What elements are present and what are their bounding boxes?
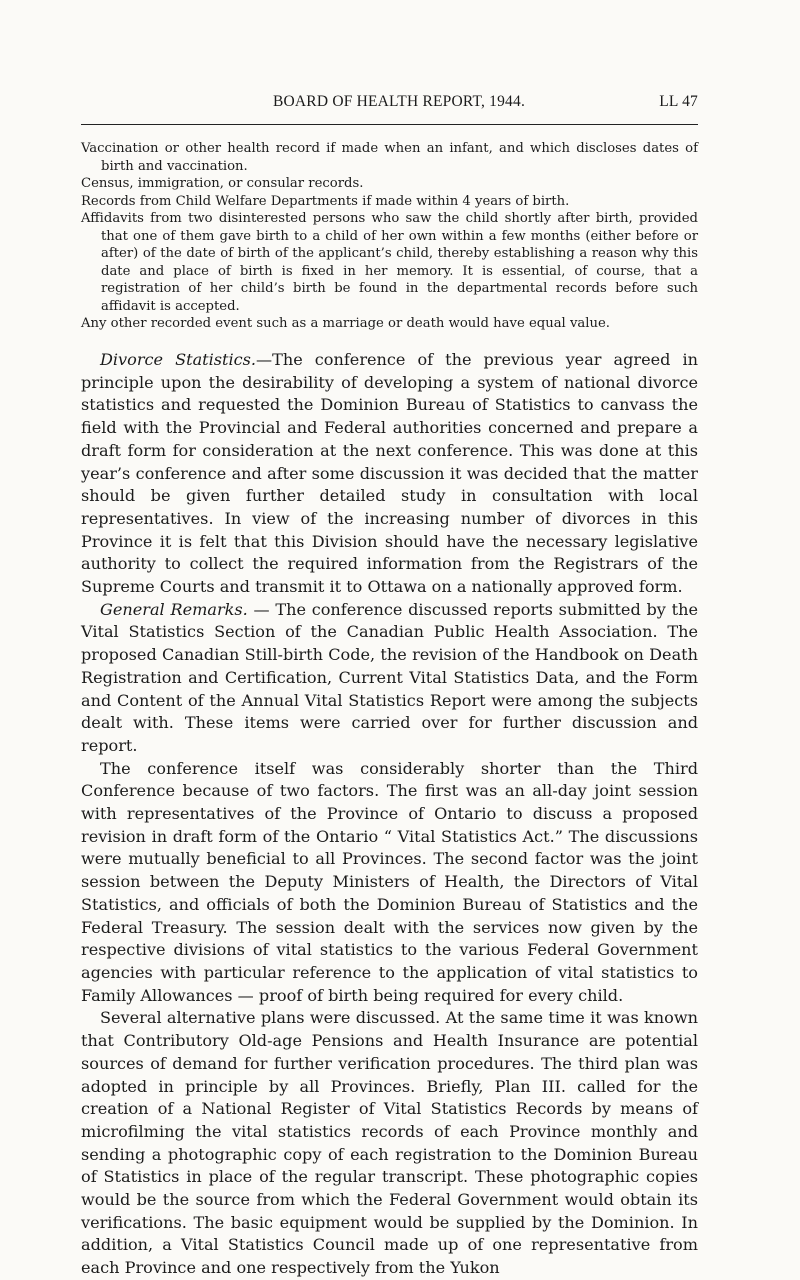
paragraph-text: Several alternative plans were discussed. At the same time it was known that Contributory Old-age Pensions and Health Insurance are potential sources of demand for further verification procedures. The third plan was adopted in principle by all Provinces. Briefly, Plan III. called for the creation of a National Register of Vital Statistics Records by means of microfilming the vital statistics records of each Province monthly and sending a photographic copy of each registration to the Dominion Bureau of Statistics in place of the regular transcript. These photographic copies would be the source from which the Federal Government would obtain its verifications. The basic equipment would be supplied by the Dominion. In addition, a Vital Statistics Council made up of one representative from each Province and one respectively from the Yukon bbox=[81, 1008, 698, 1278]
header-rule bbox=[81, 124, 698, 125]
list-item: Census, immigration, or consular records. bbox=[81, 176, 364, 191]
list-item: Vaccination or other health record if made when an infant, and which discloses dates of birth and vaccination. bbox=[81, 141, 698, 174]
report-title: BOARD OF HEALTH REPORT, 1944. bbox=[272, 93, 526, 110]
paragraph-conference-length bbox=[81, 758, 698, 1008]
paragraph-divorce-statistics bbox=[81, 349, 698, 599]
paragraph-text: The conference itself was considerably shorter than the Third Conference because of two factors. The first was an all-day joint session with representatives of the Province of Ontario to discuss a proposed revision in draft form of the Ontario “ Vital Statistics Act.” The discussions were mutually beneficial to all Provinces. The second factor was the joint session between the Deputy Ministers of Health, the Directors of Vital Statistics, and officials of both the Dominion Bureau of Statistics and the Federal Treasury. The session dealt with the services now given by the respective divisions of vital statistics to the various Federal Government agencies with particular reference to the application of vital statistics to Family Allowances — proof of birth being required for every child. bbox=[81, 758, 698, 1005]
heading-separator: — bbox=[256, 350, 273, 369]
paragraph-text: The conference discussed reports submitted by the Vital Statistics Section of the Canadian Public Health Association. The proposed Canadian Still-birth Code, the revision of the Handbook on Death Registration and Certification, Current Vital Statistics Data, and the Form and Content of the Annual Vital Statistics Report were among the subjects dealt with. These items were carried over for further discussion and report. bbox=[81, 599, 698, 755]
list-item: Any other recorded event such as a marriage or death would have equal value. bbox=[81, 316, 610, 331]
running-header bbox=[100, 93, 698, 117]
paragraph-alternative-plans bbox=[81, 1007, 698, 1279]
proof-of-birth-list bbox=[81, 140, 698, 333]
paragraph-text: The conference of the previous year agreed in principle upon the desirability of developing a system of national divorce statistics and requested the Dominion Bureau of Statistics to canvass the field with the Provincial and Federal authorities concerned and prepare a draft form for consideration at the next conference. This was done at this year’s conference and after some discussion it was decided that the matter should be given further detailed study in consultation with local representatives. In view of the increasing number of divorces in this Province it is felt that this Division should have the necessary legislative authority to collect the required information from the Registrars of the Supreme Courts and transmit it to Ottawa on a nationally approved form. bbox=[81, 350, 698, 597]
section-heading: Divorce Statistics. bbox=[100, 350, 257, 369]
page-number: LL 47 bbox=[659, 93, 698, 110]
list-item: Affidavits from two disinterested persons who saw the child shortly after birth, provided that one of them gave birth to a child of her own within a few months (either before or after) of the date of birth of the applicant’s child, thereby establishing a reason why this date and place of birth is fixed in her memory. It is essential, of course, that a registration of her child’s birth be found in the departmental records before such affidavit is accepted. bbox=[81, 211, 698, 314]
heading-separator: — bbox=[247, 599, 276, 619]
body-text bbox=[81, 349, 698, 1280]
section-heading: General Remarks. bbox=[100, 599, 248, 619]
paragraph-general-remarks bbox=[81, 599, 698, 758]
list-item: Records from Child Welfare Departments if made within 4 years of birth. bbox=[81, 193, 570, 209]
